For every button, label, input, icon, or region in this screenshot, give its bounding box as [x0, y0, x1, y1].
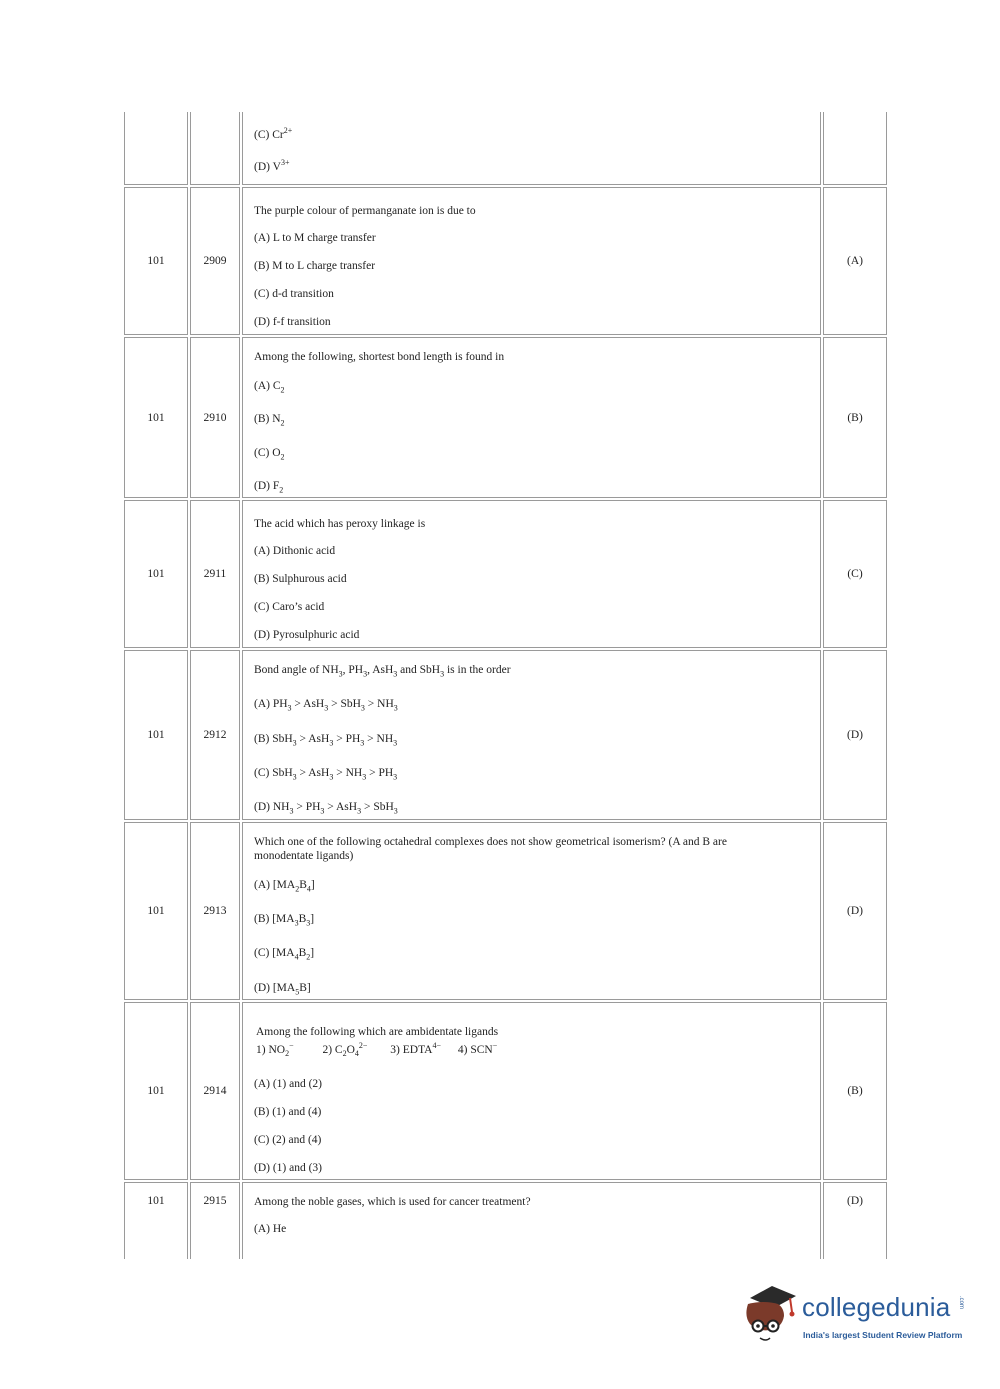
subject-code-cell: 101: [124, 187, 188, 335]
option: (A) $[MA_2B_4]$: [254, 878, 315, 893]
question-cell: [242, 500, 821, 648]
question-text: Among the following, shortest bond length is found in: [254, 351, 505, 363]
table-row: [124, 500, 887, 648]
question-table: [122, 110, 889, 1261]
question-text: Among the following which are ambidentate ligands: [256, 1026, 499, 1039]
question-number-cell: 2913: [190, 822, 240, 1000]
option: (D) $[MA_5B]$: [254, 981, 311, 996]
question-number-cell: 2915: [190, 1182, 240, 1259]
option: (D) (1) and (3): [254, 1162, 323, 1175]
subject-code-cell: 101: [124, 650, 188, 819]
subject-code-cell: 101: [124, 1002, 188, 1180]
question-text: Bond angle of $NH_3$, $PH_3$, AsH$_3$ and SbH$_3$ is in the order: [254, 664, 511, 679]
answer-cell: (A): [823, 187, 887, 335]
question-number-cell: [190, 112, 240, 185]
subject-code-cell: 101: [124, 822, 188, 1000]
option: (C) $O_2$: [254, 446, 285, 461]
subject-code-cell: 101: [124, 500, 188, 648]
answer-cell: (C): [823, 500, 887, 648]
subject-code-cell: 101: [124, 1182, 188, 1259]
option: (C) $Cr^{2+}$: [254, 125, 293, 141]
option: (C) Caro’s acid: [254, 601, 325, 614]
option: (A) L to M charge transfer: [254, 232, 376, 244]
option: (A) (1) and (2): [254, 1078, 323, 1091]
question-cell: [242, 187, 821, 335]
option: (D) $NH_3 > PH_3 > AsH_3 > SbH_3$: [254, 801, 398, 816]
subject-code-cell: 101: [124, 337, 188, 498]
answer-cell: [823, 112, 887, 185]
answer-cell: (D): [823, 650, 887, 819]
option: (D) $F_2$: [254, 479, 284, 495]
option: (C) (2) and (4): [254, 1134, 322, 1147]
option: (D) f-f transition: [254, 316, 331, 328]
option: (A) He: [254, 1222, 287, 1235]
option: (D) Pyrosulphuric acid: [254, 629, 360, 642]
question-text: The acid which has peroxy linkage is: [254, 518, 426, 531]
option: (B) Sulphurous acid: [254, 573, 347, 586]
answer-cell: (D): [823, 1182, 887, 1259]
ligand-list: 1) $NO_2^-$ 2) $C_2O_4^{2-}$ 3) $EDTA^{4-}$ 4) SCN−: [256, 1041, 498, 1059]
option: (A) $PH_3 > AsH_3 > SbH_3 > NH_3$: [254, 698, 398, 713]
option: (B) M to L charge transfer: [254, 260, 376, 272]
subject-code-cell: [124, 112, 188, 185]
answer-cell: (B): [823, 1002, 887, 1180]
option: (B) $[MA_3B_3]$: [254, 912, 315, 928]
option: (B) (1) and (4): [254, 1106, 322, 1119]
option: (C) $[MA_4B_2]$: [254, 947, 315, 962]
mascot-icon: [740, 1282, 800, 1344]
option: (A) Dithonic acid: [254, 545, 336, 558]
logo-domain: .com: [958, 1296, 964, 1310]
question-cell: [242, 822, 821, 1000]
question-cell: [242, 1002, 821, 1180]
question-number-cell: 2910: [190, 337, 240, 498]
collegedunia-logo[interactable]: [740, 1282, 970, 1352]
option: (C) d-d transition: [254, 288, 334, 300]
table-row: [124, 822, 887, 1000]
answer-cell: (D): [823, 822, 887, 1000]
question-number-cell: 2912: [190, 650, 240, 819]
question-cell: [242, 112, 821, 185]
question-number-cell: 2914: [190, 1002, 240, 1180]
table-row: [124, 1002, 887, 1180]
logo-tagline: India's largest Student Review Platform: [803, 1330, 963, 1340]
option: (C) $SbH_3 > AsH_3 > NH_3 > PH_3$: [254, 767, 398, 782]
table-row: [124, 337, 887, 498]
question-text: Among the noble gases, which is used for cancer treatment?: [254, 1195, 531, 1208]
question-number-cell: 2909: [190, 187, 240, 335]
question-text: The purple colour of permanganate ion is due to: [254, 205, 476, 217]
question-cell: [242, 650, 821, 819]
question-cell: [242, 337, 821, 498]
table-row: [124, 112, 887, 185]
table-row: [124, 1182, 887, 1259]
question-text: Which one of the following octahedral complexes does not show geometrical isomerism? (A and B are monodentate ligands): [254, 835, 727, 862]
question-cell: [242, 1182, 821, 1259]
table-row: [124, 650, 887, 819]
option: (A) $C_2$: [254, 380, 285, 395]
option: (D) $V^{3+}$: [254, 157, 290, 173]
option: (B) $N_2$: [254, 413, 285, 428]
logo-wordmark: collegedunia: [802, 1292, 951, 1322]
question-number-cell: 2911: [190, 500, 240, 648]
answer-cell: (B): [823, 337, 887, 498]
option: (B) $SbH_3 > AsH_3 > PH_3 > NH_3$: [254, 732, 398, 748]
table-row: [124, 187, 887, 335]
